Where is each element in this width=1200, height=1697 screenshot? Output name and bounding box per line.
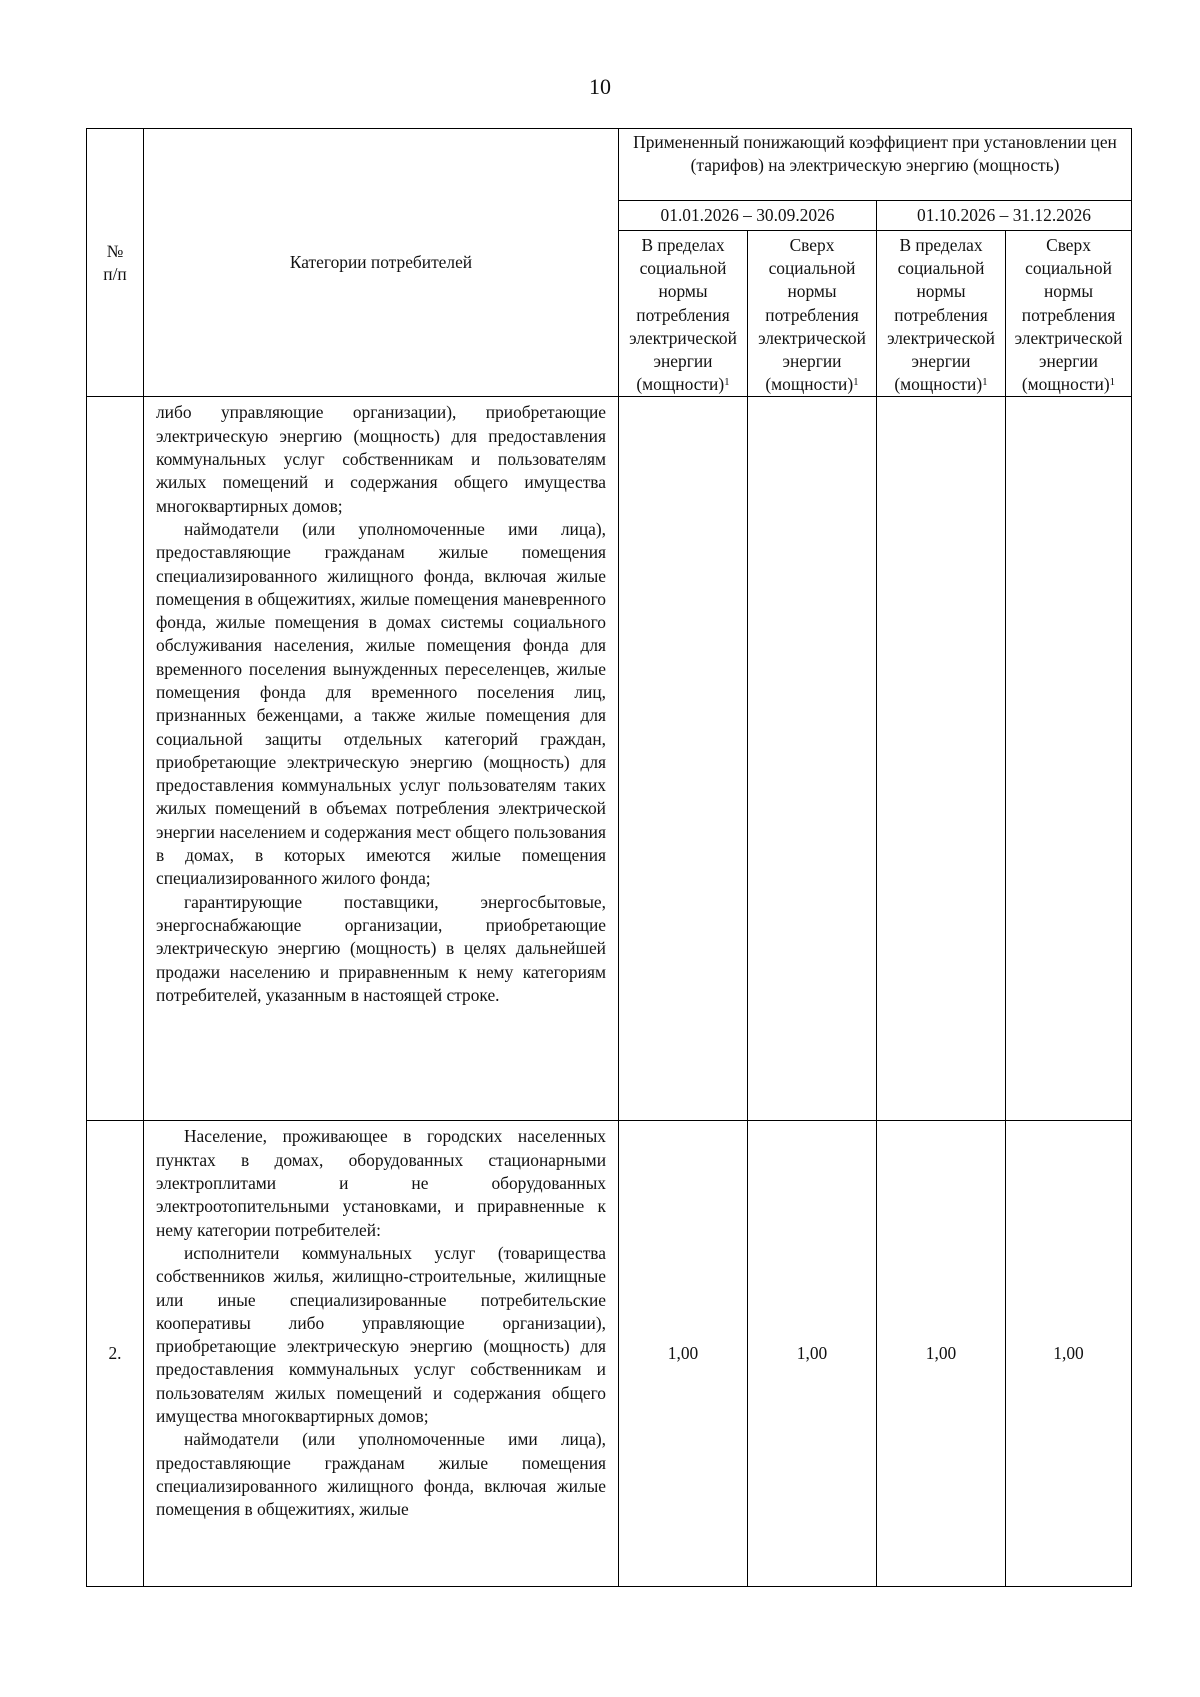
category-paragraph: наймодатели (или уполномоченные ими лица), предоставляющие гражданам жилые помещения специализированного жилищного фонда, включая жилые помещения в общежитиях, жилые [156,1429,606,1520]
row-number: 2. [87,1121,144,1587]
footnote-mark: 1 [982,376,988,389]
row-number [87,397,144,1121]
value-above-norm-period-1 [748,397,877,1121]
value-within-norm-period-1: 1,00 [619,1121,748,1587]
header-number-abbr: п/п [103,263,127,284]
coefficient-table [86,128,1132,1587]
footnote-mark: 1 [853,376,859,389]
row-category-text [144,397,619,1121]
table-row [87,1121,1132,1587]
value-within-norm-period-1 [619,397,748,1121]
category-paragraph: либо управляющие организации), приобретающие электрическую энергию (мощность) для предоставления коммунальных услуг собственникам и пользователям жилых помещений и содержания общего имущества многоквартирных домов; [156,402,606,516]
header-above-norm-period-1: Сверх социальной нормы потребления электрической энергии (мощности)$^1$ [748,231,877,397]
category-paragraph: исполнители коммунальных услуг (товарищества собственников жилья, жилищно-строительные, жилищные или иные специализированные потребительские кооперативы либо управляющие организации), приобретающие электрическую энергию (мощность) для предоставления коммунальных услуг собственникам и пользователям жилых помещений и содержания общего имущества многоквартирных домов; [156,1242,606,1426]
header-period-2: 01.10.2026 – 31.12.2026 [877,201,1132,231]
footnote-mark: 1 [724,376,730,389]
header-period-1: 01.01.2026 – 30.09.2026 [619,201,877,231]
header-within-norm-period-1: В пределах социальной нормы потребления электрической энергии (мощности)$^1$ [619,231,748,397]
category-paragraph: гарантирующие поставщики, энергосбытовые, энергоснабжающие организации, приобретающие электрическую энергию (мощность) в целях дальнейшей продажи населению и приравненным к нему категориям потребителей, указанным в настоящей строке. [156,891,606,1005]
header-category-column: Категории потребителей [144,129,619,397]
value-within-norm-period-2 [877,397,1006,1121]
category-paragraph: Население, проживающее в городских населенных пунктах в домах, оборудованных стационарными электроплитами и не оборудованных электроотопительными установками, и приравненные к нему категории потребителей: [156,1126,606,1240]
header-number-symbol: № [106,240,124,261]
table-row [87,397,1132,1121]
value-above-norm-period-1: 1,00 [748,1121,877,1587]
header-number-column [87,129,144,397]
row-category-text [144,1121,619,1587]
value-within-norm-period-2: 1,00 [877,1121,1006,1587]
header-coefficient-title: Примененный понижающий коэффициент при установлении цен (тарифов) на электрическую энергию (мощность) [619,129,1132,201]
footnote-mark: 1 [1109,376,1116,389]
page-number: 10 [589,74,611,99]
header-above-norm-period-2: Сверх социальной нормы потребления электрической энергии (мощности)$^1$ [1006,231,1132,397]
value-above-norm-period-2 [1006,397,1132,1121]
category-paragraph: наймодатели (или уполномоченные ими лица), предоставляющие гражданам жилые помещения специализированного жилищного фонда, включая жилые помещения в общежитиях, жилые помещения маневренного фонда, жилые помещения в домах системы социального обслуживания населения, жилые помещения фонда для временного поселения вынужденных переселенцев, жилые помещения фонда для временного поселения лиц, признанных беженцами, а также жилые помещения для социальной защиты отдельных категорий граждан, приобретающие электрическую энергию (мощность) для предоставления коммунальных услуг пользователям таких жилых помещений в объемах потребления электрической энергии населением и содержания мест общего пользования в домах, в которых имеются жилые помещения специализированного жилого фонда; [156,518,606,889]
header-within-norm-period-2: В пределах социальной нормы потребления электрической энергии (мощности)$^1$ [877,231,1006,397]
value-above-norm-period-2: 1,00 [1006,1121,1132,1587]
